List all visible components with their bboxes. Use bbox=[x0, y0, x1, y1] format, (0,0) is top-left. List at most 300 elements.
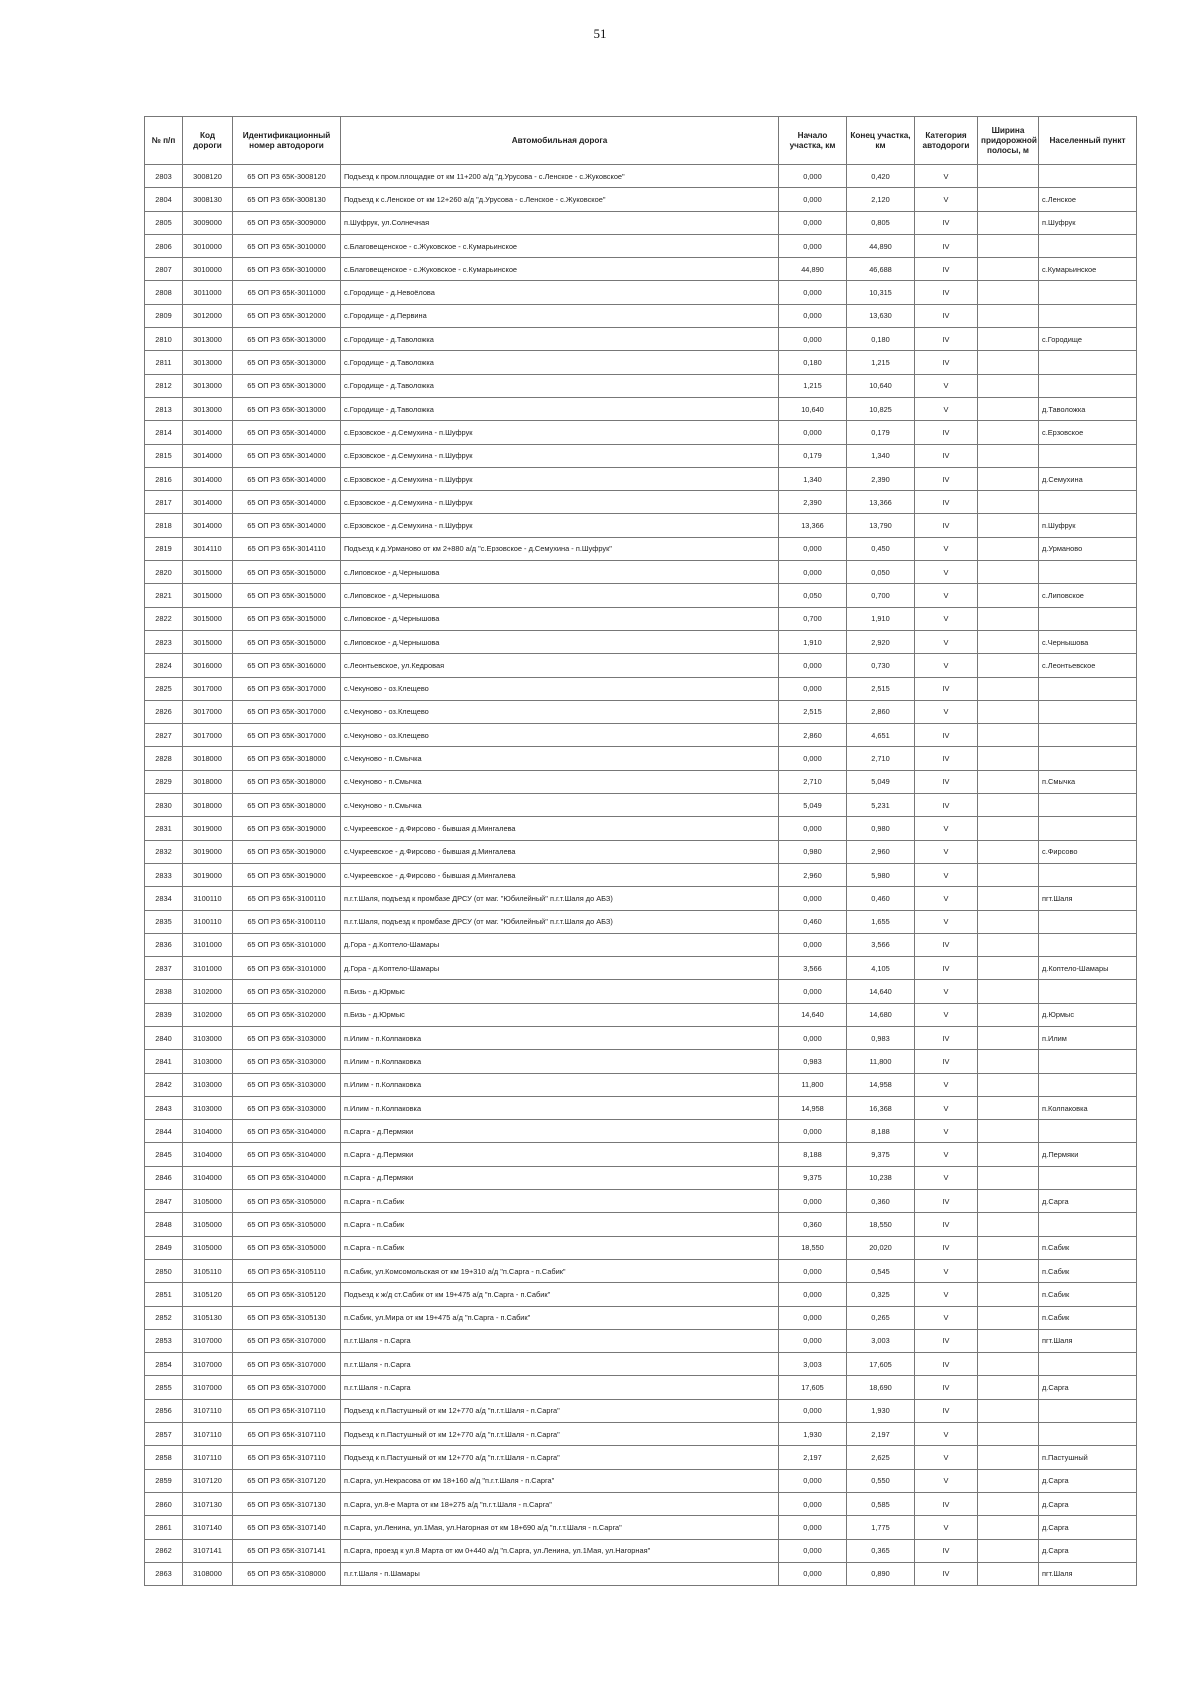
start-km-cell: 1,910 bbox=[779, 630, 847, 653]
row-number-cell: 2822 bbox=[145, 607, 183, 630]
road-id-cell: 65 ОП РЗ 65К-3105000 bbox=[233, 1213, 341, 1236]
road-name-cell: Подъезд к ж/д ст.Сабик от км 19+475 а/д "п.Сарга - п.Сабик" bbox=[341, 1283, 779, 1306]
road-name-cell: п.Шуфрук, ул.Солнечная bbox=[341, 211, 779, 234]
table-row bbox=[145, 1190, 1137, 1213]
end-km-cell: 4,105 bbox=[847, 957, 915, 980]
row-number-cell: 2846 bbox=[145, 1166, 183, 1189]
road-name-cell: с.Городище - д.Невоёлова bbox=[341, 281, 779, 304]
road-id-cell: 65 ОП РЗ 65К-3103000 bbox=[233, 1050, 341, 1073]
category-cell: IV bbox=[915, 1329, 978, 1352]
start-km-cell: 0,000 bbox=[779, 933, 847, 956]
road-code-cell: 3010000 bbox=[183, 234, 233, 257]
settlement-cell: п.Сабик bbox=[1039, 1236, 1137, 1259]
road-id-cell: 65 ОП РЗ 65К-3105000 bbox=[233, 1236, 341, 1259]
table-row bbox=[145, 211, 1137, 234]
table-row bbox=[145, 1213, 1137, 1236]
end-km-cell: 1,910 bbox=[847, 607, 915, 630]
road-name-cell: с.Городище - д.Таволожка bbox=[341, 351, 779, 374]
settlement-cell: д.Сарга bbox=[1039, 1492, 1137, 1515]
settlement-cell bbox=[1039, 561, 1137, 584]
road-code-cell: 3105110 bbox=[183, 1259, 233, 1282]
road-code-cell: 3008130 bbox=[183, 188, 233, 211]
road-name-cell: с.Чекуново - п.Смычка bbox=[341, 770, 779, 793]
table-row bbox=[145, 724, 1137, 747]
category-cell: IV bbox=[915, 514, 978, 537]
start-km-cell: 0,000 bbox=[779, 1190, 847, 1213]
roadside-width-cell bbox=[978, 910, 1039, 933]
road-name-cell: с.Чекуново - п.Смычка bbox=[341, 794, 779, 817]
row-number-cell: 2856 bbox=[145, 1399, 183, 1422]
road-code-cell: 3105000 bbox=[183, 1190, 233, 1213]
settlement-cell: с.Чернышова bbox=[1039, 630, 1137, 653]
start-km-cell: 0,000 bbox=[779, 1562, 847, 1585]
road-code-cell: 3107140 bbox=[183, 1516, 233, 1539]
road-code-cell: 3104000 bbox=[183, 1120, 233, 1143]
road-name-cell: п.Сарга, ул.Ленина, ул.1Мая, ул.Нагорная от км 18+690 а/д "п.г.т.Шаля - п.Сарга" bbox=[341, 1516, 779, 1539]
road-name-cell: д.Гора - д.Коптело-Шамары bbox=[341, 957, 779, 980]
road-id-cell: 65 ОП РЗ 65К-3107110 bbox=[233, 1423, 341, 1446]
road-code-cell: 3105000 bbox=[183, 1213, 233, 1236]
roadside-width-cell bbox=[978, 281, 1039, 304]
end-km-cell: 0,700 bbox=[847, 584, 915, 607]
category-cell: IV bbox=[915, 444, 978, 467]
start-km-cell: 0,000 bbox=[779, 1539, 847, 1562]
category-cell: V bbox=[915, 1003, 978, 1026]
roadside-width-cell bbox=[978, 1376, 1039, 1399]
roadside-width-cell bbox=[978, 304, 1039, 327]
settlement-cell: п.Сабик bbox=[1039, 1283, 1137, 1306]
end-km-cell: 13,790 bbox=[847, 514, 915, 537]
road-name-cell: п.г.т.Шаля, подъезд к промбазе ДРСУ (от маг. "Юбилейный" п.г.т.Шаля до АБЗ) bbox=[341, 887, 779, 910]
road-code-cell: 3017000 bbox=[183, 724, 233, 747]
road-id-cell: 65 ОП РЗ 65К-3013000 bbox=[233, 374, 341, 397]
road-id-cell: 65 ОП РЗ 65К-3018000 bbox=[233, 794, 341, 817]
start-km-cell: 2,860 bbox=[779, 724, 847, 747]
table-row bbox=[145, 607, 1137, 630]
road-code-cell: 3108000 bbox=[183, 1562, 233, 1585]
start-km-cell: 14,958 bbox=[779, 1096, 847, 1119]
settlement-cell: с.Леонтьевское bbox=[1039, 654, 1137, 677]
table-row bbox=[145, 1259, 1137, 1282]
roadside-width-cell bbox=[978, 1399, 1039, 1422]
settlement-cell: п.Смычка bbox=[1039, 770, 1137, 793]
settlement-cell: п.Сабик bbox=[1039, 1306, 1137, 1329]
table-row bbox=[145, 630, 1137, 653]
table-row bbox=[145, 770, 1137, 793]
start-km-cell: 0,000 bbox=[779, 1492, 847, 1515]
end-km-cell: 0,180 bbox=[847, 328, 915, 351]
settlement-cell: пгт.Шаля bbox=[1039, 1329, 1137, 1352]
category-cell: IV bbox=[915, 328, 978, 351]
table-row bbox=[145, 1306, 1137, 1329]
category-cell: IV bbox=[915, 1050, 978, 1073]
road-name-cell: с.Леонтьевское, ул.Кедровая bbox=[341, 654, 779, 677]
settlement-cell bbox=[1039, 933, 1137, 956]
roadside-width-cell bbox=[978, 630, 1039, 653]
roadside-width-cell bbox=[978, 607, 1039, 630]
table-row bbox=[145, 1120, 1137, 1143]
roadside-width-cell bbox=[978, 1096, 1039, 1119]
row-number-cell: 2816 bbox=[145, 467, 183, 490]
road-name-cell: п.Сабик, ул.Мира от км 19+475 а/д "п.Сарга - п.Сабик" bbox=[341, 1306, 779, 1329]
road-id-cell: 65 ОП РЗ 65К-3009000 bbox=[233, 211, 341, 234]
table-row bbox=[145, 351, 1137, 374]
settlement-cell: с.Фирсово bbox=[1039, 840, 1137, 863]
roadside-width-cell bbox=[978, 887, 1039, 910]
category-cell: V bbox=[915, 374, 978, 397]
settlement-cell bbox=[1039, 491, 1137, 514]
road-id-cell: 65 ОП РЗ 65К-3107000 bbox=[233, 1329, 341, 1352]
category-cell: IV bbox=[915, 933, 978, 956]
roadside-width-cell bbox=[978, 933, 1039, 956]
end-km-cell: 0,890 bbox=[847, 1562, 915, 1585]
road-id-cell: 65 ОП РЗ 65К-3101000 bbox=[233, 933, 341, 956]
start-km-cell: 11,800 bbox=[779, 1073, 847, 1096]
road-id-cell: 65 ОП РЗ 65К-3107110 bbox=[233, 1446, 341, 1469]
roadside-width-cell bbox=[978, 677, 1039, 700]
end-km-cell: 2,860 bbox=[847, 700, 915, 723]
row-number-cell: 2815 bbox=[145, 444, 183, 467]
row-number-cell: 2821 bbox=[145, 584, 183, 607]
category-cell: IV bbox=[915, 1190, 978, 1213]
end-km-cell: 0,179 bbox=[847, 421, 915, 444]
road-name-cell: Подъезд к п.Пастушный от км 12+770 а/д "п.г.т.Шаля - п.Сарга" bbox=[341, 1446, 779, 1469]
table-row bbox=[145, 957, 1137, 980]
roadside-width-cell bbox=[978, 840, 1039, 863]
road-code-cell: 3019000 bbox=[183, 840, 233, 863]
category-cell: V bbox=[915, 887, 978, 910]
table-row bbox=[145, 794, 1137, 817]
road-name-cell: п.Сарга - п.Сабик bbox=[341, 1213, 779, 1236]
category-cell: IV bbox=[915, 1562, 978, 1585]
table-row bbox=[145, 1469, 1137, 1492]
header-end-km: Конец участка, км bbox=[847, 117, 915, 165]
end-km-cell: 10,640 bbox=[847, 374, 915, 397]
start-km-cell: 0,000 bbox=[779, 887, 847, 910]
road-code-cell: 3014000 bbox=[183, 467, 233, 490]
roadside-width-cell bbox=[978, 1166, 1039, 1189]
row-number-cell: 2803 bbox=[145, 165, 183, 188]
start-km-cell: 0,000 bbox=[779, 747, 847, 770]
settlement-cell: с.Ленское bbox=[1039, 188, 1137, 211]
road-name-cell: с.Чукреевское - д.Фирсово - бывшая д.Мингалева bbox=[341, 817, 779, 840]
roadside-width-cell bbox=[978, 351, 1039, 374]
road-id-cell: 65 ОП РЗ 65К-3103000 bbox=[233, 1026, 341, 1049]
settlement-cell: п.Пастушный bbox=[1039, 1446, 1137, 1469]
settlement-cell bbox=[1039, 234, 1137, 257]
category-cell: V bbox=[915, 1516, 978, 1539]
end-km-cell: 11,800 bbox=[847, 1050, 915, 1073]
table-row bbox=[145, 1399, 1137, 1422]
start-km-cell: 0,000 bbox=[779, 281, 847, 304]
road-id-cell: 65 ОП РЗ 65К-3107130 bbox=[233, 1492, 341, 1515]
row-number-cell: 2845 bbox=[145, 1143, 183, 1166]
category-cell: IV bbox=[915, 304, 978, 327]
road-code-cell: 3102000 bbox=[183, 980, 233, 1003]
category-cell: IV bbox=[915, 794, 978, 817]
row-number-cell: 2838 bbox=[145, 980, 183, 1003]
settlement-cell: д.Семухина bbox=[1039, 467, 1137, 490]
road-code-cell: 3008120 bbox=[183, 165, 233, 188]
row-number-cell: 2849 bbox=[145, 1236, 183, 1259]
road-code-cell: 3104000 bbox=[183, 1166, 233, 1189]
row-number-cell: 2854 bbox=[145, 1353, 183, 1376]
start-km-cell: 0,000 bbox=[779, 1283, 847, 1306]
road-id-cell: 65 ОП РЗ 65К-3102000 bbox=[233, 1003, 341, 1026]
page-number: 51 bbox=[593, 26, 607, 41]
category-cell: V bbox=[915, 863, 978, 886]
road-name-cell: Подъезд к с.Ленское от км 12+260 а/д "д.Урусова - с.Ленское - с.Жуковское" bbox=[341, 188, 779, 211]
table-row bbox=[145, 747, 1137, 770]
end-km-cell: 8,188 bbox=[847, 1120, 915, 1143]
road-code-cell: 3017000 bbox=[183, 700, 233, 723]
row-number-cell: 2812 bbox=[145, 374, 183, 397]
table-row bbox=[145, 304, 1137, 327]
roadside-width-cell bbox=[978, 724, 1039, 747]
category-cell: V bbox=[915, 840, 978, 863]
start-km-cell: 0,000 bbox=[779, 1516, 847, 1539]
row-number-cell: 2826 bbox=[145, 700, 183, 723]
settlement-cell: п.Илим bbox=[1039, 1026, 1137, 1049]
end-km-cell: 2,625 bbox=[847, 1446, 915, 1469]
table-row bbox=[145, 444, 1137, 467]
road-name-cell: с.Липовское - д.Чернышова bbox=[341, 607, 779, 630]
roadside-width-cell bbox=[978, 1423, 1039, 1446]
start-km-cell: 2,515 bbox=[779, 700, 847, 723]
roadside-width-cell bbox=[978, 817, 1039, 840]
table-row bbox=[145, 1073, 1137, 1096]
settlement-cell bbox=[1039, 1050, 1137, 1073]
settlement-cell bbox=[1039, 724, 1137, 747]
category-cell: V bbox=[915, 537, 978, 560]
table-row bbox=[145, 537, 1137, 560]
category-cell: IV bbox=[915, 1399, 978, 1422]
end-km-cell: 4,651 bbox=[847, 724, 915, 747]
table-row bbox=[145, 1329, 1137, 1352]
table-row bbox=[145, 1050, 1137, 1073]
road-name-cell: д.Гора - д.Коптело-Шамары bbox=[341, 933, 779, 956]
settlement-cell: п.Колпаковка bbox=[1039, 1096, 1137, 1119]
roadside-width-cell bbox=[978, 1516, 1039, 1539]
settlement-cell bbox=[1039, 863, 1137, 886]
row-number-cell: 2839 bbox=[145, 1003, 183, 1026]
roadside-width-cell bbox=[978, 1190, 1039, 1213]
end-km-cell: 0,450 bbox=[847, 537, 915, 560]
road-name-cell: п.Бизь - д.Юрмыс bbox=[341, 980, 779, 1003]
settlement-cell: п.Шуфрук bbox=[1039, 211, 1137, 234]
header-settlement: Населенный пункт bbox=[1039, 117, 1137, 165]
roadside-width-cell bbox=[978, 957, 1039, 980]
table-row bbox=[145, 1353, 1137, 1376]
end-km-cell: 2,390 bbox=[847, 467, 915, 490]
settlement-cell bbox=[1039, 817, 1137, 840]
road-code-cell: 3013000 bbox=[183, 374, 233, 397]
row-number-cell: 2858 bbox=[145, 1446, 183, 1469]
road-id-cell: 65 ОП РЗ 65К-3010000 bbox=[233, 234, 341, 257]
road-id-cell: 65 ОП РЗ 65К-3018000 bbox=[233, 747, 341, 770]
category-cell: V bbox=[915, 1423, 978, 1446]
road-name-cell: с.Городище - д.Таволожка bbox=[341, 397, 779, 420]
end-km-cell: 3,003 bbox=[847, 1329, 915, 1352]
road-id-cell: 65 ОП РЗ 65К-3103000 bbox=[233, 1073, 341, 1096]
road-id-cell: 65 ОП РЗ 65К-3015000 bbox=[233, 584, 341, 607]
road-code-cell: 3107000 bbox=[183, 1329, 233, 1352]
table-row bbox=[145, 700, 1137, 723]
road-id-cell: 65 ОП РЗ 65К-3107000 bbox=[233, 1353, 341, 1376]
table-row bbox=[145, 467, 1137, 490]
road-code-cell: 3102000 bbox=[183, 1003, 233, 1026]
settlement-cell bbox=[1039, 1166, 1137, 1189]
table-row bbox=[145, 1143, 1137, 1166]
road-id-cell: 65 ОП РЗ 65К-3108000 bbox=[233, 1562, 341, 1585]
road-name-cell: п.Сабик, ул.Комсомольская от км 19+310 а/д "п.Сарга - п.Сабик" bbox=[341, 1259, 779, 1282]
start-km-cell: 0,000 bbox=[779, 328, 847, 351]
start-km-cell: 10,640 bbox=[779, 397, 847, 420]
category-cell: V bbox=[915, 1259, 978, 1282]
road-code-cell: 3015000 bbox=[183, 584, 233, 607]
settlement-cell bbox=[1039, 1120, 1137, 1143]
table-row bbox=[145, 1562, 1137, 1585]
roadside-width-cell bbox=[978, 1050, 1039, 1073]
settlement-cell bbox=[1039, 444, 1137, 467]
road-code-cell: 3104000 bbox=[183, 1143, 233, 1166]
start-km-cell: 0,000 bbox=[779, 234, 847, 257]
settlement-cell: с.Липовское bbox=[1039, 584, 1137, 607]
table-row bbox=[145, 654, 1137, 677]
table-row bbox=[145, 281, 1137, 304]
category-cell: V bbox=[915, 584, 978, 607]
row-number-cell: 2823 bbox=[145, 630, 183, 653]
row-number-cell: 2835 bbox=[145, 910, 183, 933]
start-km-cell: 5,049 bbox=[779, 794, 847, 817]
table-row bbox=[145, 887, 1137, 910]
roadside-width-cell bbox=[978, 1446, 1039, 1469]
row-number-cell: 2860 bbox=[145, 1492, 183, 1515]
row-number-cell: 2819 bbox=[145, 537, 183, 560]
category-cell: V bbox=[915, 607, 978, 630]
end-km-cell: 0,550 bbox=[847, 1469, 915, 1492]
row-number-cell: 2804 bbox=[145, 188, 183, 211]
start-km-cell: 9,375 bbox=[779, 1166, 847, 1189]
table-row bbox=[145, 258, 1137, 281]
road-id-cell: 65 ОП РЗ 65К-3104000 bbox=[233, 1166, 341, 1189]
start-km-cell: 0,000 bbox=[779, 1399, 847, 1422]
road-id-cell: 65 ОП РЗ 65К-3010000 bbox=[233, 258, 341, 281]
end-km-cell: 2,515 bbox=[847, 677, 915, 700]
road-id-cell: 65 ОП РЗ 65К-3107120 bbox=[233, 1469, 341, 1492]
road-code-cell: 3105000 bbox=[183, 1236, 233, 1259]
road-name-cell: с.Чекуново - оз.Клещево bbox=[341, 700, 779, 723]
category-cell: IV bbox=[915, 211, 978, 234]
settlement-cell: д.Юрмыс bbox=[1039, 1003, 1137, 1026]
roadside-width-cell bbox=[978, 491, 1039, 514]
road-id-cell: 65 ОП РЗ 65К-3107110 bbox=[233, 1399, 341, 1422]
road-id-cell: 65 ОП РЗ 65К-3014000 bbox=[233, 467, 341, 490]
header-start-km: Начало участка, км bbox=[779, 117, 847, 165]
category-cell: V bbox=[915, 188, 978, 211]
road-id-cell: 65 ОП РЗ 65К-3013000 bbox=[233, 397, 341, 420]
road-code-cell: 3100110 bbox=[183, 910, 233, 933]
start-km-cell: 0,179 bbox=[779, 444, 847, 467]
road-code-cell: 3103000 bbox=[183, 1073, 233, 1096]
road-id-cell: 65 ОП РЗ 65К-3014000 bbox=[233, 421, 341, 444]
settlement-cell: пгт.Шаля bbox=[1039, 1562, 1137, 1585]
roadside-width-cell bbox=[978, 537, 1039, 560]
table-row bbox=[145, 933, 1137, 956]
end-km-cell: 16,368 bbox=[847, 1096, 915, 1119]
road-code-cell: 3015000 bbox=[183, 561, 233, 584]
end-km-cell: 9,375 bbox=[847, 1143, 915, 1166]
table-row bbox=[145, 1166, 1137, 1189]
roadside-width-cell bbox=[978, 1283, 1039, 1306]
settlement-cell bbox=[1039, 1423, 1137, 1446]
category-cell: IV bbox=[915, 1492, 978, 1515]
category-cell: IV bbox=[915, 677, 978, 700]
start-km-cell: 3,003 bbox=[779, 1353, 847, 1376]
road-id-cell: 65 ОП РЗ 65К-3105000 bbox=[233, 1190, 341, 1213]
roadside-width-cell bbox=[978, 1259, 1039, 1282]
start-km-cell: 44,890 bbox=[779, 258, 847, 281]
road-name-cell: с.Чукреевское - д.Фирсово - бывшая д.Мингалева bbox=[341, 863, 779, 886]
road-name-cell: п.Сарга, ул.8-е Марта от км 18+275 а/д "п.г.т.Шаля - п.Сарга" bbox=[341, 1492, 779, 1515]
roadside-width-cell bbox=[978, 165, 1039, 188]
category-cell: V bbox=[915, 817, 978, 840]
category-cell: IV bbox=[915, 281, 978, 304]
road-name-cell: с.Городище - д.Таволожка bbox=[341, 374, 779, 397]
table-row bbox=[145, 514, 1137, 537]
road-id-cell: 65 ОП РЗ 65К-3105110 bbox=[233, 1259, 341, 1282]
road-id-cell: 65 ОП РЗ 65К-3019000 bbox=[233, 817, 341, 840]
table-row bbox=[145, 1236, 1137, 1259]
settlement-cell: д.Пермяки bbox=[1039, 1143, 1137, 1166]
row-number-cell: 2833 bbox=[145, 863, 183, 886]
settlement-cell bbox=[1039, 1399, 1137, 1422]
end-km-cell: 0,420 bbox=[847, 165, 915, 188]
category-cell: IV bbox=[915, 467, 978, 490]
settlement-cell: д.Сарга bbox=[1039, 1469, 1137, 1492]
row-number-cell: 2808 bbox=[145, 281, 183, 304]
start-km-cell: 8,188 bbox=[779, 1143, 847, 1166]
end-km-cell: 0,585 bbox=[847, 1492, 915, 1515]
settlement-cell: д.Коптело-Шамары bbox=[1039, 957, 1137, 980]
road-name-cell: с.Липовское - д.Чернышова bbox=[341, 561, 779, 584]
roadside-width-cell bbox=[978, 1562, 1039, 1585]
road-code-cell: 3018000 bbox=[183, 794, 233, 817]
road-id-cell: 65 ОП РЗ 65К-3018000 bbox=[233, 770, 341, 793]
row-number-cell: 2832 bbox=[145, 840, 183, 863]
road-id-cell: 65 ОП РЗ 65К-3014000 bbox=[233, 444, 341, 467]
roadside-width-cell bbox=[978, 1026, 1039, 1049]
row-number-cell: 2830 bbox=[145, 794, 183, 817]
start-km-cell: 0,983 bbox=[779, 1050, 847, 1073]
roadside-width-cell bbox=[978, 1236, 1039, 1259]
category-cell: V bbox=[915, 397, 978, 420]
table-row bbox=[145, 863, 1137, 886]
category-cell: IV bbox=[915, 770, 978, 793]
road-name-cell: п.г.т.Шаля, подъезд к промбазе ДРСУ (от маг. "Юбилейный" п.г.т.Шаля до АБЗ) bbox=[341, 910, 779, 933]
table-row bbox=[145, 1516, 1137, 1539]
settlement-cell bbox=[1039, 1213, 1137, 1236]
start-km-cell: 0,000 bbox=[779, 188, 847, 211]
roadside-width-cell bbox=[978, 747, 1039, 770]
end-km-cell: 1,655 bbox=[847, 910, 915, 933]
road-name-cell: с.Благовещенское - с.Жуковское - с.Кумарьинское bbox=[341, 258, 779, 281]
settlement-cell bbox=[1039, 351, 1137, 374]
row-number-cell: 2848 bbox=[145, 1213, 183, 1236]
end-km-cell: 17,605 bbox=[847, 1353, 915, 1376]
start-km-cell: 1,340 bbox=[779, 467, 847, 490]
row-number-cell: 2810 bbox=[145, 328, 183, 351]
